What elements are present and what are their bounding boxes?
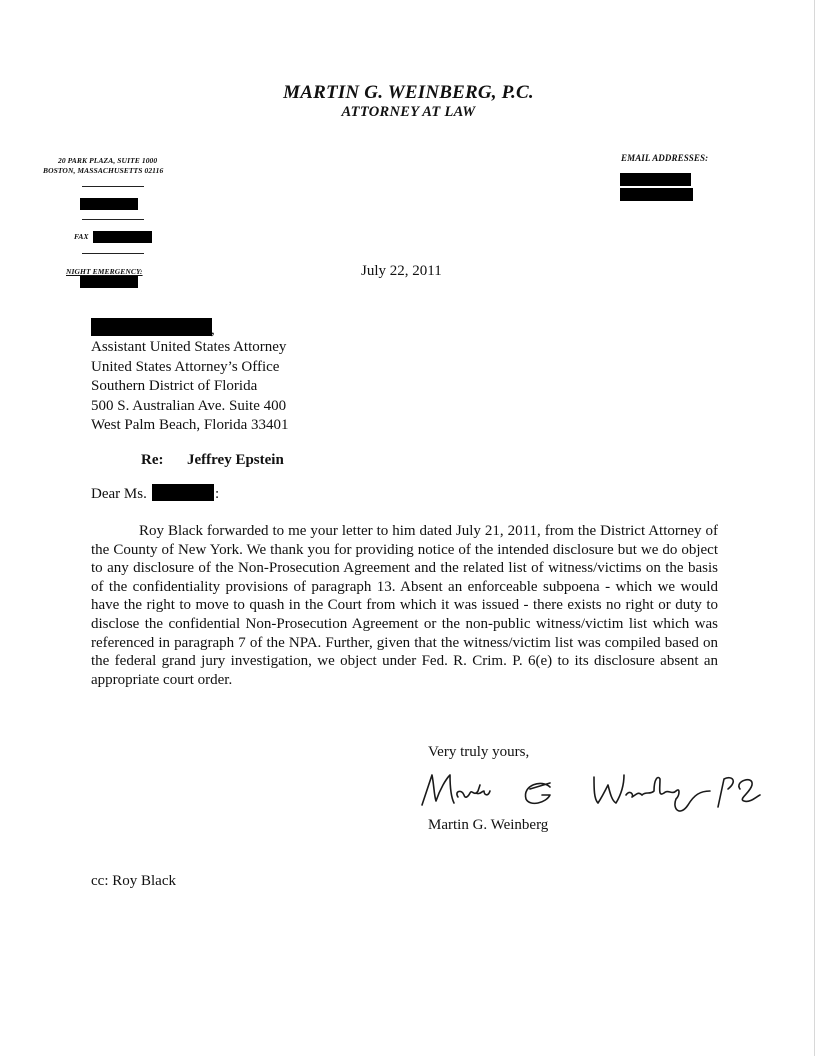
- recipient-address: [91, 338, 289, 436]
- redaction-email-1: [620, 173, 691, 186]
- recipient-line: 500 S. Australian Ave. Suite 400: [91, 397, 287, 414]
- address-line-2: BOSTON, MASSACHUSETTS 02116: [43, 166, 164, 175]
- handwritten-signature: [418, 765, 817, 825]
- redaction-fax: [93, 231, 152, 243]
- body-paragraph: Roy Black forwarded to me your letter to him dated July 21, 2011, from the District Attorney of the County of New York. We thank you for providing notice of the intended disclosure but we do object to any disclosure of the Non-Prosecution Agreement and the related list of witness/victims on the basis of the confidentiality provisions of paragraph 13. Absent an enforceable subpoena - which we would have the right to move to quash in the Court from which it was issued - there exists no right or duty to disclose the confidential Non-Prosecution Agreement or the non-public witness/victim list which was referenced in paragraph 7 of the NPA. Further, given that the witness/victim list was compiled based on the federal grand jury investigation, we object under Fed. R. Crim. P. 6(e) to its disclosure absent an appropriate court order.: [91, 523, 718, 688]
- redaction-recipient-name: [91, 318, 212, 336]
- subject-name: Jeffrey Epstein: [187, 452, 284, 468]
- carbon-copy: cc: Roy Black: [91, 873, 176, 889]
- signer-name: Martin G. Weinberg: [428, 817, 549, 833]
- page-edge: [814, 0, 815, 1056]
- divider-rule: [82, 253, 144, 254]
- salutation: Dear Ms.: [91, 486, 147, 502]
- redaction-night-emergency: [80, 276, 138, 288]
- night-emergency-label: NIGHT EMERGENCY:: [66, 267, 143, 276]
- divider-rule: [82, 219, 144, 220]
- divider-rule: [82, 186, 144, 187]
- recipient-line: United States Attorney’s Office: [91, 358, 280, 375]
- redaction-salutation-name: [152, 484, 214, 501]
- redaction-phone: [80, 198, 138, 210]
- redaction-email-2: [620, 188, 693, 201]
- subject-label: Re:: [141, 452, 164, 468]
- address-line-1: 20 PARK PLAZA, SUITE 1000: [58, 156, 158, 165]
- fax-label: FAX: [74, 232, 89, 241]
- salutation-colon: :: [215, 486, 220, 502]
- letter-date: July 22, 2011: [361, 263, 442, 279]
- recipient-line: Southern District of Florida: [91, 378, 258, 395]
- recipient-line: Assistant United States Attorney: [91, 339, 287, 355]
- recipient-line: West Palm Beach, Florida 33401: [91, 417, 289, 434]
- firm-name: MARTIN G. WEINBERG, P.C.: [283, 82, 534, 103]
- recipient-comma: ,: [211, 322, 215, 338]
- firm-subtitle: ATTORNEY AT LAW: [341, 104, 476, 120]
- closing: Very truly yours,: [428, 744, 530, 760]
- email-addresses-label: EMAIL ADDRESSES:: [621, 153, 709, 163]
